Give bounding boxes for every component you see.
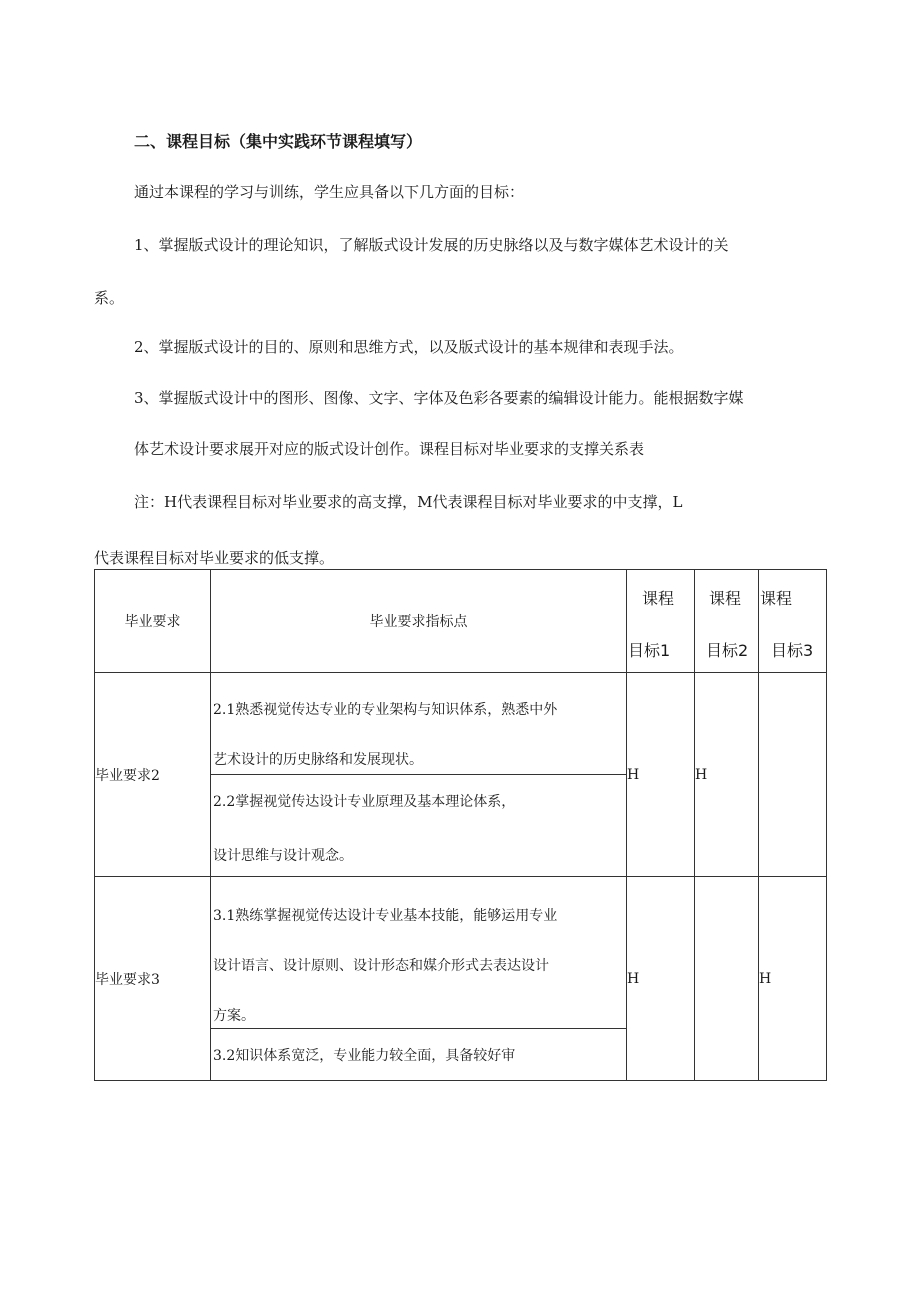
header-objective-2-bottom: 目标2 bbox=[706, 641, 749, 660]
indicator-2-2 bbox=[211, 775, 627, 877]
requirement-2-objective-1: H bbox=[627, 673, 695, 877]
requirement-3-objective-3: H bbox=[759, 877, 827, 1081]
goal-1-line-2: 系。 bbox=[94, 289, 125, 307]
goal-1-line-1: 1、掌握版式设计的理论知识，了解版式设计发展的历史脉络以及与数字媒体艺术设计的关 bbox=[134, 236, 729, 254]
note-line-1: 注：H代表课程目标对毕业要求的高支撑，M代表课程目标对毕业要求的中支撑，L bbox=[134, 493, 683, 511]
requirement-2-objective-2: H bbox=[695, 673, 759, 877]
requirement-3-objective-1: H bbox=[627, 877, 695, 1081]
requirement-3: 毕业要求3 bbox=[95, 877, 211, 1081]
header-requirement: 毕业要求 bbox=[95, 570, 211, 673]
indicator-3-1 bbox=[211, 877, 627, 1029]
header-objective-1-top: 课程 bbox=[642, 589, 675, 608]
header-objective-3-bottom: 目标3 bbox=[771, 641, 814, 660]
indicator-3-2-line-1: 3.2知识体系宽泛，专业能力较全面，具备较好审 bbox=[213, 1048, 516, 1064]
header-objective-2 bbox=[695, 570, 759, 673]
goal-3-line-1: 3、掌握版式设计中的图形、图像、文字、字体及色彩各要素的编辑设计能力。能根据数字媒 bbox=[134, 389, 744, 407]
requirement-2: 毕业要求2 bbox=[95, 673, 211, 877]
table-header-row bbox=[95, 570, 827, 673]
table-row bbox=[95, 673, 827, 775]
header-objective-3 bbox=[759, 570, 827, 673]
support-relationship-table bbox=[94, 569, 827, 1081]
indicator-2-2-line-1: 2.2掌握视觉传达设计专业原理及基本理论体系， bbox=[213, 794, 516, 810]
indicator-3-1-line-3: 方案。 bbox=[213, 1008, 255, 1024]
header-objective-3-top: 课程 bbox=[760, 589, 793, 608]
header-objective-1-bottom: 目标1 bbox=[628, 641, 671, 660]
indicator-3-1-line-2: 设计语言、设计原则、设计形态和媒介形式去表达设计 bbox=[213, 958, 549, 974]
requirement-3-objective-2 bbox=[695, 877, 759, 1081]
indicator-3-1-line-1: 3.1熟练掌握视觉传达设计专业基本技能，能够运用专业 bbox=[213, 908, 558, 924]
intro-paragraph: 通过本课程的学习与训练，学生应具备以下几方面的目标： bbox=[134, 183, 525, 201]
indicator-2-1-line-1: 2.1熟悉视觉传达专业的专业架构与知识体系，熟悉中外 bbox=[213, 702, 558, 718]
table-row bbox=[95, 877, 827, 1029]
indicator-2-1-line-2: 艺术设计的历史脉络和发展现状。 bbox=[213, 752, 423, 768]
header-objective-2-top: 课程 bbox=[709, 589, 742, 608]
indicator-2-2-line-2: 设计思维与设计观念。 bbox=[213, 848, 353, 864]
indicator-3-2 bbox=[211, 1029, 627, 1081]
goal-2: 2、掌握版式设计的目的、原则和思维方式，以及版式设计的基本规律和表现手法。 bbox=[134, 338, 684, 356]
header-objective-1 bbox=[627, 570, 695, 673]
header-indicator: 毕业要求指标点 bbox=[211, 570, 627, 673]
indicator-2-1 bbox=[211, 673, 627, 775]
requirement-2-objective-3 bbox=[759, 673, 827, 877]
goal-3-line-2: 体艺术设计要求展开对应的版式设计创作。课程目标对毕业要求的支撑关系表 bbox=[134, 440, 645, 458]
note-line-2: 代表课程目标对毕业要求的低支撑。 bbox=[94, 549, 335, 567]
section-heading: 二、课程目标（集中实践环节课程填写） bbox=[134, 132, 423, 151]
